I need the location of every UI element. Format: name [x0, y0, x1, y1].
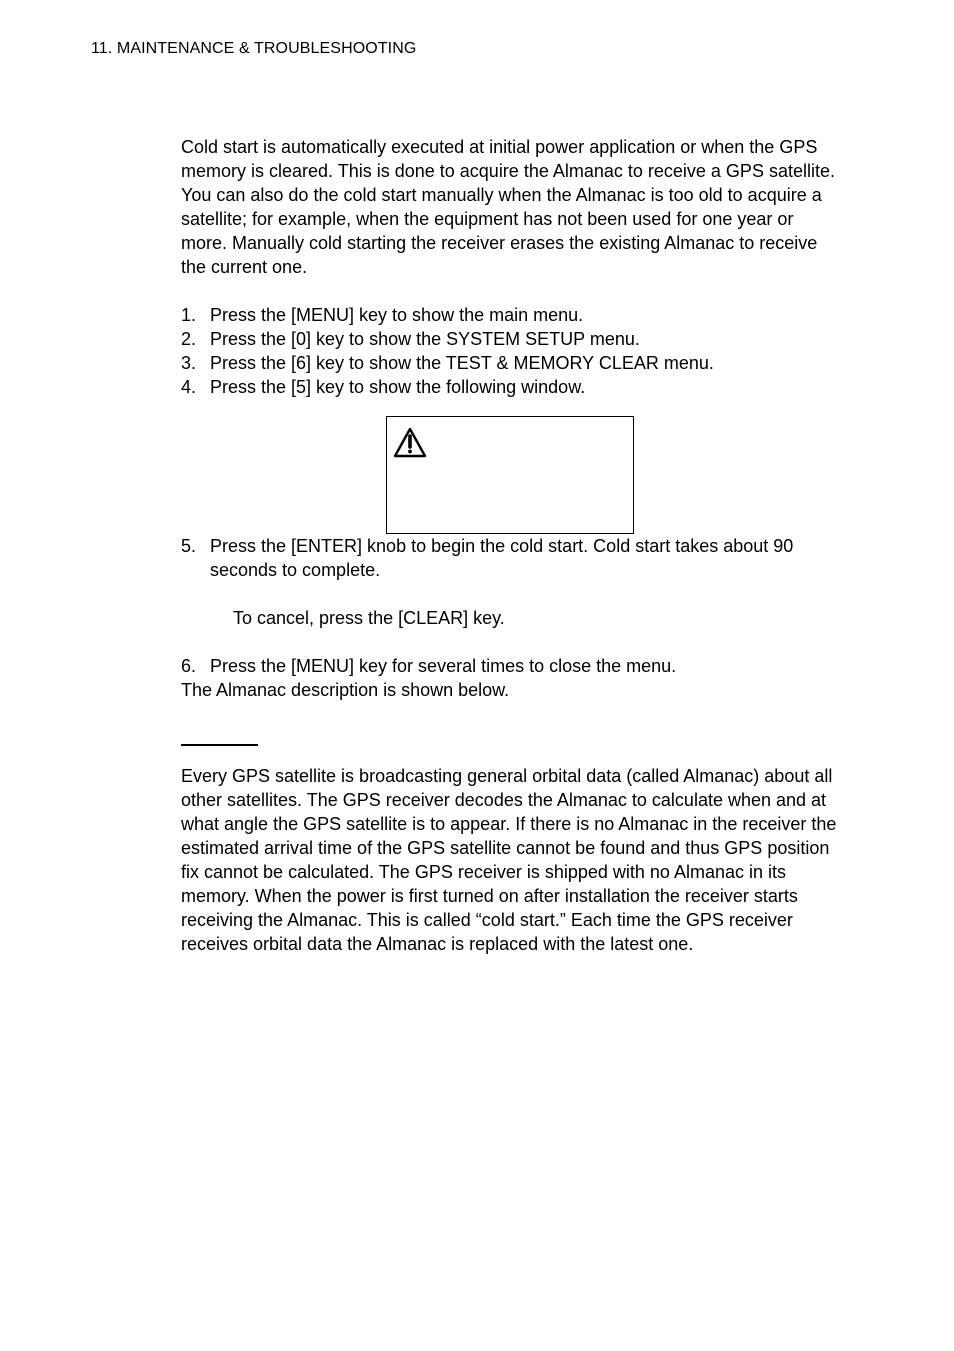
step-number: 1. — [181, 305, 197, 325]
step-item — [181, 303, 841, 327]
procedure-steps-final — [181, 654, 841, 678]
step-item — [181, 351, 841, 375]
almanac-intro: The Almanac description is shown below. — [181, 680, 510, 700]
step-item — [181, 375, 841, 399]
step-text: Press the [ENTER] knob to begin the cold start. Cold start takes about 90 seconds to complete. — [210, 536, 794, 580]
step-number: 4. — [181, 377, 197, 397]
step-number: 6. — [181, 656, 197, 676]
almanac-description: Every GPS satellite is broadcasting general orbital data (called Almanac) about all other satellites. The GPS receiver decodes the Almanac to calculate when and at what angle the GPS satellite is to appear. If there is no Almanac in the receiver the estimated arrival time of the GPS satellite cannot be found and thus GPS position fix cannot be calculated. The GPS receiver is shipped with no Almanac in its memory. When the power is first turned on after installation the receiver starts receiving the Almanac. This is called “cold start.” Each time the GPS receiver receives orbital data the Almanac is replaced with the latest one. — [181, 766, 837, 954]
step-item — [181, 654, 841, 678]
step-text: Press the [MENU] key for several times to close the menu. — [210, 656, 677, 676]
warning-triangle-icon — [393, 427, 427, 465]
step-number: 2. — [181, 329, 197, 349]
page-header: 11. MAINTENANCE & TROUBLESHOOTING — [91, 40, 417, 57]
step-item — [181, 327, 841, 351]
step-text: Press the [6] key to show the TEST & MEMORY CLEAR menu. — [210, 353, 714, 373]
page-content — [181, 135, 841, 956]
cancel-note: To cancel, press the [CLEAR] key. — [233, 608, 505, 628]
procedure-steps-continued — [181, 534, 841, 582]
step-number: 3. — [181, 353, 197, 373]
step-item — [181, 534, 841, 582]
intro-paragraph: Cold start is automatically executed at initial power application or when the GPS memory is cleared. This is done to acquire the Almanac to receive a GPS satellite. You can also do the cold start manually when the Almanac is too old to acquire a satellite; for example, when the equipment has not been used for one year or more. Manually cold starting the receiver erases the existing Almanac to receive the current one. — [181, 137, 835, 277]
step-text: Press the [5] key to show the following window. — [210, 377, 586, 397]
procedure-steps — [181, 303, 841, 399]
section-rule — [181, 744, 258, 746]
step-number: 5. — [181, 536, 197, 556]
step-text: Press the [0] key to show the SYSTEM SETUP menu. — [210, 329, 640, 349]
cold-start-window — [386, 416, 634, 534]
step-text: Press the [MENU] key to show the main menu. — [210, 305, 584, 325]
